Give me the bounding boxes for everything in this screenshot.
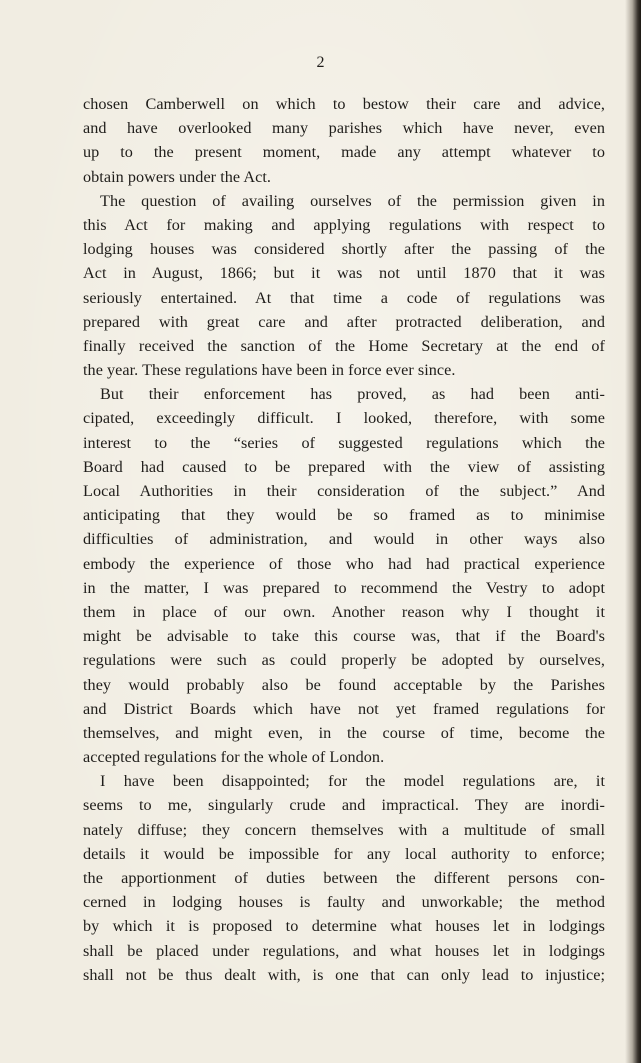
text-line: this Act for making and applying regulations with respect to [83, 215, 605, 234]
text-line: the apportionment of duties between the different persons con- [83, 869, 605, 887]
text-line: cipated, exceedingly difficult. I looked, therefore, with some [83, 409, 605, 428]
text-line: obtain powers under the Act. [83, 167, 271, 186]
text-line: But their enforcement has proved, as had been anti- [100, 385, 605, 404]
text-line: by which it is proposed to determine what houses let in lodgings [83, 917, 605, 936]
text-line: in the matter, I was prepared to recommend the Vestry to adopt [83, 578, 605, 597]
paragraph-3 [83, 382, 605, 769]
text-line: the year. These regulations have been in force ever since. [83, 361, 456, 380]
paragraph-2 [83, 189, 605, 383]
text-line: might be advisable to take this course was, that if the Board's [83, 627, 605, 646]
text-line: seems to me, singularly crude and impractical. They are inordi- [83, 796, 605, 815]
text-line: embody the experience of those who had had practical experience [83, 554, 605, 573]
text-line: and District Boards which have not yet framed regulations for [83, 699, 605, 718]
text-line: Board had caused to be prepared with the view of assisting [83, 457, 605, 476]
text-line: up to the present moment, made any attempt whatever to [83, 143, 605, 162]
paragraph-4 [83, 769, 605, 987]
text-line: accepted regulations for the whole of London. [83, 748, 385, 767]
text-line: shall be placed under regulations, and what houses let in lodgings [83, 941, 605, 960]
text-line: details it would be impossible for any local authority to enforce; [83, 844, 605, 863]
paragraph-1 [83, 92, 605, 189]
text-line: lodging houses was considered shortly after the passing of the [83, 240, 605, 259]
text-line: anticipating that they would be so framed as to minimise [83, 506, 605, 525]
text-line: I have been disappointed; for the model regulations are, it [100, 772, 605, 791]
text-line: seriously entertained. At that time a code of regulations was [83, 288, 605, 307]
text-line: themselves, and might even, in the course of time, become the [83, 723, 605, 742]
text-line: difficulties of administration, and would in other ways also [83, 530, 605, 549]
text-line: chosen Camberwell on which to bestow their care and advice, [83, 95, 605, 113]
text-line: and have overlooked many parishes which have never, even [83, 119, 605, 138]
book-binding-edge [625, 0, 641, 1063]
text-line: cerned in lodging houses is faulty and unworkable; the method [83, 893, 605, 912]
text-line: finally received the sanction of the Home Secretary at the end of [83, 336, 605, 355]
page-number: 2 [316, 54, 325, 71]
text-line: nately diffuse; they concern themselves with a multitude of small [83, 820, 605, 839]
text-line: regulations were such as could properly be adopted by ourselves, [83, 651, 605, 670]
text-line: shall not be thus dealt with, is one that can only lead to injustice; [83, 965, 605, 984]
text-line: Act in August, 1866; but it was not until 1870 that it was [83, 264, 605, 283]
text-line: The question of availing ourselves of the permission given in [100, 191, 605, 210]
text-line: them in place of our own. Another reason why I thought it [83, 602, 605, 621]
text-line: they would probably also be found acceptable by the Parishes [83, 675, 605, 694]
text-line: prepared with great care and after protracted deliberation, and [83, 312, 605, 331]
text-line: interest to the “series of suggested regulations which the [83, 433, 605, 452]
text-line: Local Authorities in their consideration of the subject.” And [83, 482, 605, 500]
body-text [83, 92, 605, 987]
